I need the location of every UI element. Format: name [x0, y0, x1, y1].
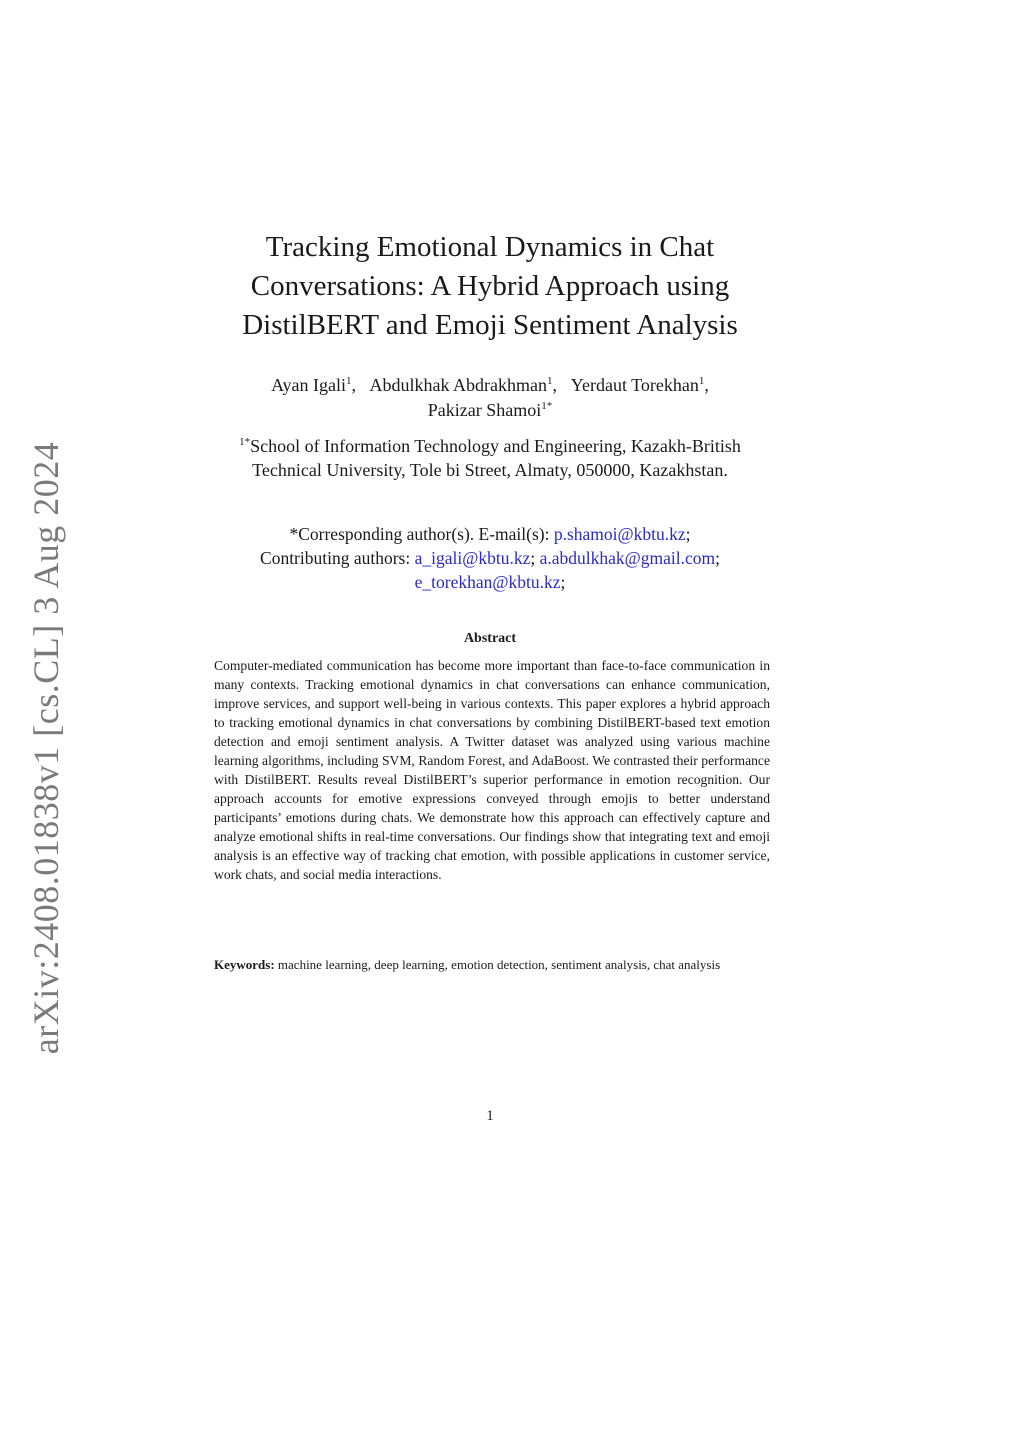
contributing-email-link[interactable]: e_torekhan@kbtu.kz: [414, 572, 561, 592]
affiliation-mark: 1*: [239, 436, 251, 448]
keywords: [214, 956, 770, 973]
contributing-email-link[interactable]: a.abdulkhak@gmail.com: [539, 548, 716, 568]
keywords-label: Keywords:: [214, 957, 275, 972]
author-list: [200, 373, 780, 423]
title-line: Tracking Emotional Dynamics in Chat: [265, 231, 715, 263]
author-name: Ayan Igali: [271, 375, 346, 395]
keywords-text: machine learning, deep learning, emotion detection, sentiment analysis, chat analysis: [277, 957, 721, 972]
arxiv-identifier-stamp: arXiv:2408.01838v1 [cs.CL] 3 Aug 2024: [26, 441, 66, 1055]
corresponding-label: *Corresponding author(s). E-mail(s):: [289, 524, 554, 544]
corresponding-email-link[interactable]: p.shamoi@kbtu.kz: [553, 524, 686, 544]
author-affiliation-mark: 1: [546, 375, 553, 387]
title-line: DistilBERT and Emoji Sentiment Analysis: [242, 309, 738, 341]
contributing-label: Contributing authors:: [260, 548, 415, 568]
affiliation-line: Technical University, Tole bi Street, Almaty, 050000, Kazakhstan.: [252, 460, 728, 480]
author-name: Abdulkhak Abdrakhman: [369, 375, 547, 395]
author-affiliation-mark: 1: [698, 375, 705, 387]
affiliation: [200, 434, 780, 482]
author-name: Pakizar Shamoi: [427, 400, 542, 420]
page-number: 1: [486, 1108, 494, 1124]
title-line: Conversations: A Hybrid Approach using: [250, 270, 730, 302]
correspondence-block: *Corresponding author(s). E-mail(s): p.shamoi@kbtu.kz; Contributing authors: a_igali@kbtu.kz; a.abdulkhak@gmail.com; e_torekhan@kbtu.kz;: [260, 524, 720, 592]
author-affiliation-mark: 1: [345, 375, 352, 387]
contributing-email-link[interactable]: a_igali@kbtu.kz: [414, 548, 531, 568]
author-name: Yerdaut Torekhan: [570, 375, 699, 395]
author-line: [200, 398, 780, 423]
author-line: Ayan Igali$^1$, Abdulkhak Abdrakhman$^1$, Yerdaut Torekhan$^1$,: [271, 375, 709, 395]
abstract-heading: Abstract: [463, 631, 517, 646]
paper-title: [200, 228, 780, 345]
author-affiliation-mark: 1*: [541, 400, 553, 412]
abstract-text: Computer-mediated communication has become more important than face-to-face communication in many contexts. Tracking emotional dynamics in chat conversations can enhance communication, improve services, and support well-being in various contexts. This paper explores a hybrid approach to tracking emotional dynamics in chat conversations by combining DistilBERT-based text emotion detection and emoji sentiment analysis. A Twitter dataset was analyzed using various machine learning algorithms, including SVM, Random Forest, and AdaBoost. We contrasted their performance with DistilBERT. Results reveal DistilBERT’s superior performance in emotion recognition. Our approach accounts for emotive expressions conveyed through emojis to better understand participants’ emotions during chats. We demonstrate how this approach can effectively capture and analyze emotional shifts in real-time conversations. Our findings show that integrating text and emoji analysis is an effective way of tracking chat emotion, with possible applications in customer service, work chats, and social media interactions.: [214, 658, 770, 882]
affiliation-line: School of Information Technology and Engineering, Kazakh-British: [250, 436, 741, 456]
